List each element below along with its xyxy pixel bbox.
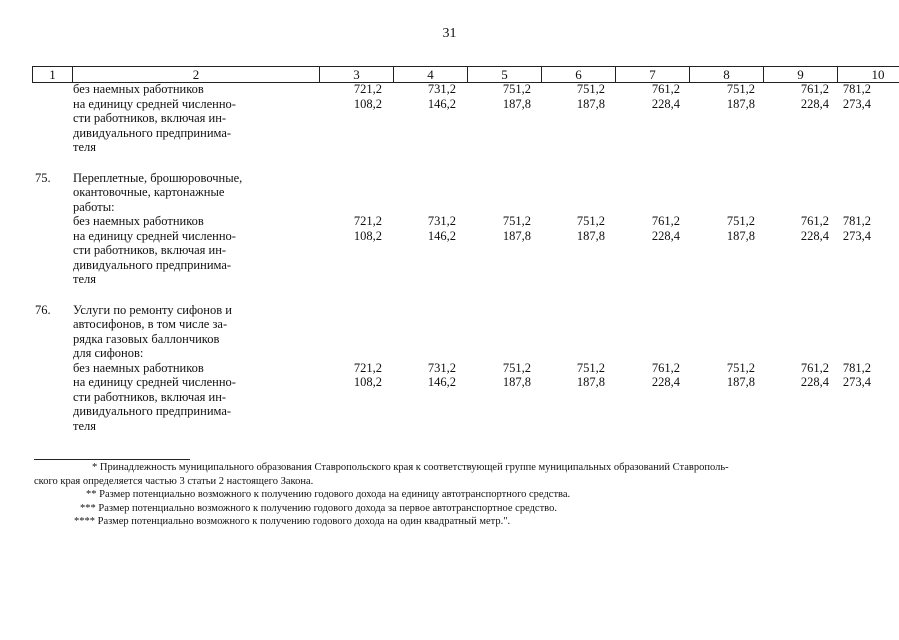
value-cell: 146,2 (427, 228, 456, 243)
header-cell: 8 (690, 67, 764, 83)
footnote: ского края определяется частью 3 статьи 2 настоящего Закона. (34, 475, 314, 487)
value-cell: 781,2 (842, 360, 871, 375)
header-cell: 4 (394, 67, 468, 83)
value-cell: 187,8 (576, 96, 605, 111)
value-cell: 187,8 (502, 228, 531, 243)
row-number: 75. (35, 170, 51, 185)
desc-line: без наемных работников (73, 82, 204, 96)
desc-line: теля (73, 272, 96, 286)
desc-line: дивидуального предпринима- (73, 257, 232, 272)
desc-line: на единицу средней численно- (73, 228, 236, 243)
value-cell: 187,8 (576, 375, 605, 389)
footnote: *** Размер потенциально возможного к получению годового дохода за первое автотранспортное средство. (80, 502, 557, 514)
desc-line: без наемных работников (73, 360, 204, 375)
value-cell: 721,2 (353, 214, 382, 228)
row-description (73, 82, 293, 155)
desc-line: Услуги по ремонту сифонов и (73, 302, 232, 317)
value-cell: 751,2 (576, 360, 605, 375)
value-cell: 273,4 (842, 96, 871, 111)
value-cell: 228,4 (800, 375, 829, 389)
value-cell: 108,2 (353, 96, 382, 111)
value-cell: 108,2 (353, 375, 382, 389)
row-number: 76. (35, 302, 51, 317)
table-row (32, 171, 878, 287)
desc-line: на единицу средней численно- (73, 96, 236, 111)
value-cell: 228,4 (800, 96, 829, 111)
desc-line: автосифонов, в том числе за- (73, 317, 228, 331)
value-cell: 751,2 (502, 82, 531, 96)
value-cell: 761,2 (651, 360, 680, 375)
desc-line: сти работников, включая ин- (73, 389, 227, 404)
value-cell: 751,2 (576, 82, 605, 96)
desc-line: без наемных работников (73, 214, 204, 228)
header-cell: 3 (320, 67, 394, 83)
value-cell: 761,2 (651, 82, 680, 96)
value-cell: 273,4 (842, 228, 871, 243)
table-row (32, 82, 878, 155)
value-cell: 731,2 (427, 360, 456, 375)
desc-line: дивидуального предпринима- (73, 125, 232, 140)
desc-line: сти работников, включая ин- (73, 111, 227, 125)
value-cell: 781,2 (842, 82, 871, 96)
value-cell: 228,4 (800, 228, 829, 243)
value-cell: 761,2 (800, 360, 829, 375)
footnotes (34, 461, 884, 529)
value-cell: 187,8 (502, 96, 531, 111)
value-cell: 761,2 (800, 82, 829, 96)
desc-line: окантовочные, картонажные (73, 185, 225, 199)
desc-line: рядка газовых баллончиков (73, 331, 220, 346)
value-cell: 751,2 (576, 214, 605, 228)
value-cell: 146,2 (427, 96, 456, 111)
desc-line: Переплетные, брошюровочные, (73, 170, 243, 185)
value-cell: 187,8 (726, 228, 755, 243)
footnote-separator (34, 459, 190, 460)
desc-line: теля (73, 140, 96, 154)
value-cell: 731,2 (427, 214, 456, 228)
row-description (73, 171, 293, 287)
row-description (73, 303, 293, 434)
value-cell: 108,2 (353, 228, 382, 243)
value-cell: 187,8 (726, 96, 755, 111)
value-cell: 751,2 (726, 82, 755, 96)
value-cell: 781,2 (842, 214, 871, 228)
header-cell: 2 (73, 67, 320, 83)
value-cell: 273,4 (842, 375, 871, 389)
value-cell: 721,2 (353, 82, 382, 96)
footnote: **** Размер потенциально возможного к получению годового дохода на один квадратный метр.". (74, 516, 511, 527)
value-cell: 751,2 (502, 214, 531, 228)
value-cell: 187,8 (502, 375, 531, 389)
value-cell: 731,2 (427, 82, 456, 96)
header-cell: 9 (764, 67, 838, 83)
value-cell: 751,2 (726, 214, 755, 228)
header-cell: 1 (33, 67, 73, 83)
header-cell: 6 (542, 67, 616, 83)
value-cell: 187,8 (726, 375, 755, 389)
desc-line: сти работников, включая ин- (73, 243, 227, 257)
header-cell: 7 (616, 67, 690, 83)
value-cell: 721,2 (353, 360, 382, 375)
header-cell: 10 (838, 67, 899, 83)
desc-line: работы: (73, 199, 115, 214)
footnote: ** Размер потенциально возможного к получению годового дохода на единицу автотранспортного средства. (86, 489, 571, 500)
header-cell: 5 (468, 67, 542, 83)
desc-line: дивидуального предпринима- (73, 404, 232, 418)
value-cell: 228,4 (651, 96, 680, 111)
value-cell: 761,2 (651, 214, 680, 228)
value-cell: 751,2 (502, 360, 531, 375)
value-cell: 187,8 (576, 228, 605, 243)
value-cell: 228,4 (651, 375, 680, 389)
value-cell: 228,4 (651, 228, 680, 243)
value-cell: 751,2 (726, 360, 755, 375)
desc-line: для сифонов: (73, 346, 144, 360)
table-row (32, 303, 878, 434)
page-number: 31 (442, 26, 457, 41)
footnote: * Принадлежность муниципального образования Ставропольского края к соответствующей группе муниципальных образований Ставрополь- (92, 462, 729, 473)
value-cell: 146,2 (427, 375, 456, 389)
table-body (32, 82, 878, 433)
desc-line: теля (73, 418, 96, 433)
table-header (32, 66, 899, 83)
value-cell: 761,2 (800, 214, 829, 228)
desc-line: на единицу средней численно- (73, 375, 236, 389)
